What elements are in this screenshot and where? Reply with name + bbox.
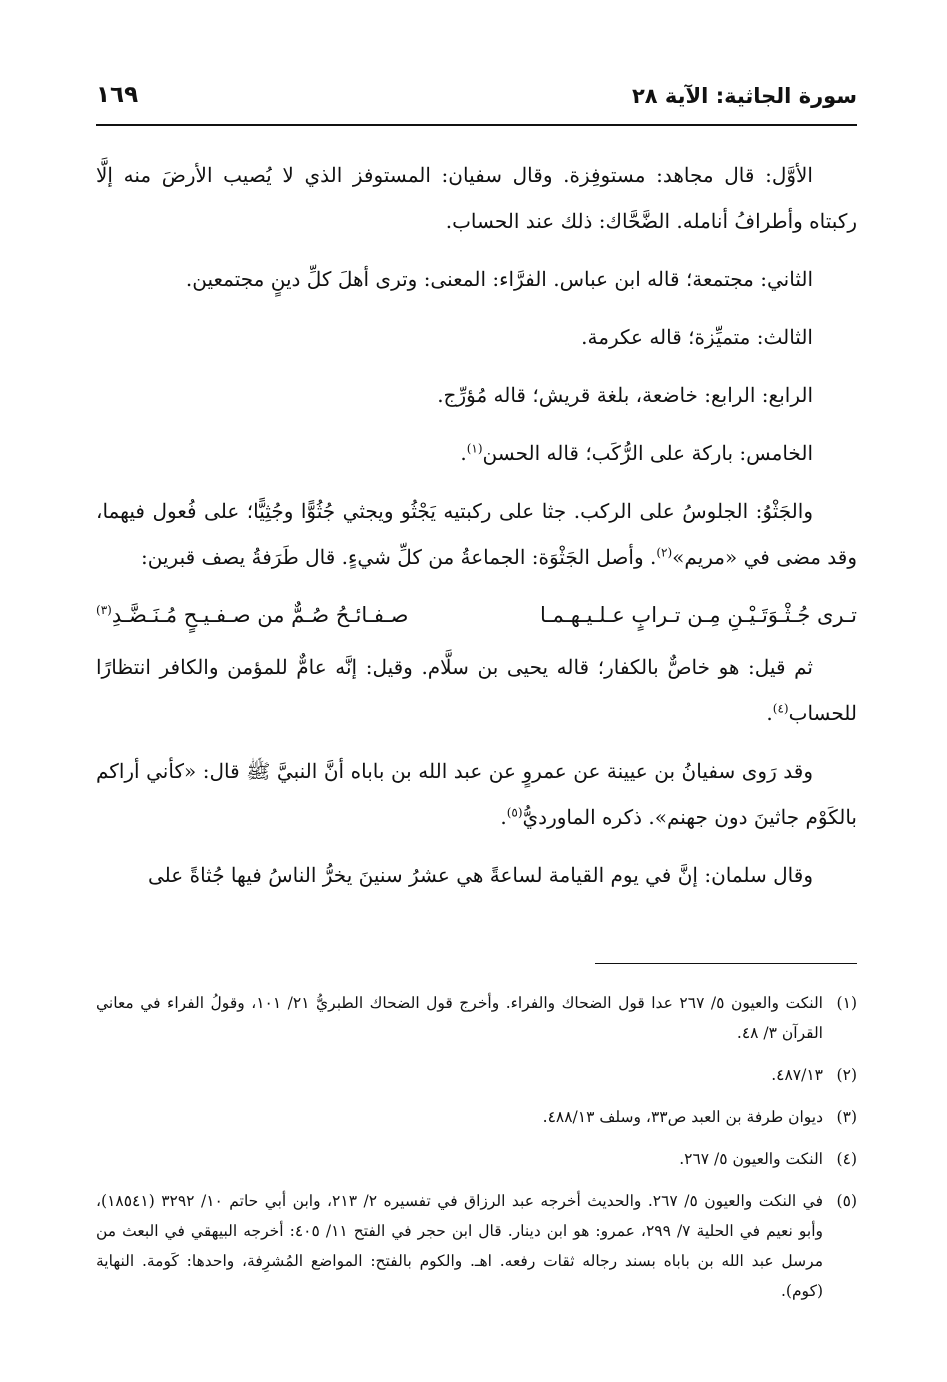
running-title: سورة الجاثية: الآية ٢٨ [631, 84, 857, 108]
footnote-ref-5: (٥) [506, 805, 523, 820]
verse-first-hemistich: تـرى جُـثْـوَتَـيْـنِ مِـن تـرابٍ عـلـيـهـمـا [539, 603, 857, 627]
paragraph-third-opinion: الثالث: متميِّزة؛ قاله عكرمة. [581, 325, 813, 349]
paragraph-first-opinion: الأوَّل: قال مجاهد: مستوفِزة. وقال سفيان: المستوفز الذي لا يُصيب الأرضَ منه إلَّا ركبتاه وأطرافُ أنامله. الضَّحَّاك: ذلك عند الحساب. [96, 163, 857, 233]
footnote-text: النكت والعيون ٥/ ٢٦٧ عدا قول الضحاك والفراء. وأخرج قول الضحاك الطبريُّ ٢١/ ١٠١، وقولُ الفراء في معاني القرآن ٣/ ٤٨. [96, 994, 823, 1042]
footnote-item [96, 1102, 857, 1132]
hadith-end: . [500, 805, 507, 829]
footnote-item [96, 988, 857, 1048]
paragraph-salman: وقال سلمان: إنَّ في يوم القيامة لساعةً هي عشرُ سنينَ يخرُّ الناسُ فيها جُثاةً على [148, 863, 813, 887]
jathw-text-a: والجَثْوُ: الجلوسُ على الركب. جثا على ركبتيه يَجْثُو ويجثي جُثُوًّا وجُثِيًّا؛ على فُعول فيهما، وقد مضى في «مريم» [96, 499, 857, 569]
footnotes [96, 988, 857, 1318]
footnote-ref-4: (٤) [772, 701, 789, 716]
jathw-text-b: . وأصل الجَثْوَة: الجماعةُ من كلِّ شيءٍ. قال طَرَفةُ يصف قبرين: [141, 545, 657, 569]
paragraph-khass [96, 644, 857, 736]
verse-second-hemistich [96, 592, 409, 638]
footnote-number: (٣) [836, 1108, 857, 1126]
footnote-ref-3: (٣) [96, 603, 112, 617]
khass-end: . [766, 701, 773, 725]
footnote-text: ديوان طرفة بن العبد ص٣٣، وسلف ٤٨٨/١٣. [542, 1108, 823, 1126]
footnote-ref-1: (١) [466, 441, 483, 456]
footnote-text: النكت والعيون ٥/ ٢٦٧. [679, 1150, 823, 1168]
khass-text: ثم قيل: هو خاصٌّ بالكفار؛ قاله يحيى بن سلَّام. وقيل: إنَّه عامٌّ للمؤمن والكافر انتظارًا للحساب [96, 655, 857, 725]
verse-second-text: صـفـائـحُ صُـمٌّ من صـفـيـحٍ مُـنَـضَّـدِ [111, 603, 409, 627]
paragraph-hadith [96, 748, 857, 840]
paragraph-fourth-opinion: الرابع: الرابع: خاضعة، بلغة قريش؛ قاله مُؤرِّج. [437, 383, 813, 407]
footnote-number: (٤) [836, 1150, 857, 1168]
page-number: ١٦٩ [96, 82, 139, 108]
footnote-ref-2: (٢) [656, 545, 673, 560]
footnote-separator [595, 963, 857, 964]
main-text [96, 152, 857, 910]
footnote-text: ٤٨٧/١٣. [771, 1066, 823, 1084]
footnote-item [96, 1144, 857, 1174]
footnote-number: (٥) [836, 1192, 857, 1210]
fifth-opinion-text: الخامس: باركة على الرُّكَب؛ قاله الحسن [482, 441, 813, 465]
paragraph-second-opinion: الثاني: مجتمعة؛ قاله ابن عباس. الفرَّاء: المعنى: وترى أهلَ كلِّ دينٍ مجتمعين. [185, 267, 813, 291]
footnote-number: (١) [836, 994, 857, 1012]
poetry-verse [96, 592, 857, 638]
footnote-item [96, 1186, 857, 1306]
footnote-text: في النكت والعيون ٥/ ٢٦٧. والحديث أخرجه عبد الرزاق في تفسيره ٢/ ٢١٣، وابن أبي حاتم ١٠/ ٣٢٩٢ (١٨٥٤١)، وأبو نعيم في الحلية ٧/ ٢٩٩، عمرو: هو ابن دينار. قال ابن حجر في الفتح ١١/ ٤٠٥: أخرجه البيهقي في البعث من مرسل عبد الله بن باباه بسند رجاله ثقات رفعه. اهـ. والكوم بالفتح: المواضع المُشرِفة، واحدها: كَومة. النهاية (كوم). [96, 1192, 824, 1300]
fifth-opinion-end: . [460, 441, 467, 465]
footnote-item [96, 1060, 857, 1090]
paragraph-fifth-opinion [96, 430, 857, 476]
paragraph-jathw [96, 488, 857, 580]
footnote-number: (٢) [836, 1066, 857, 1084]
page-header [96, 78, 857, 126]
hadith-text: وقد رَوى سفيانُ بن عيينة عن عمروٍ عن عبد الله بن باباه أنَّ النبيَّ ﷺ قال: «كأني أراكم بالكَوْم جاثينَ دون جهنم». ذكره الماورديُّ [96, 759, 857, 829]
